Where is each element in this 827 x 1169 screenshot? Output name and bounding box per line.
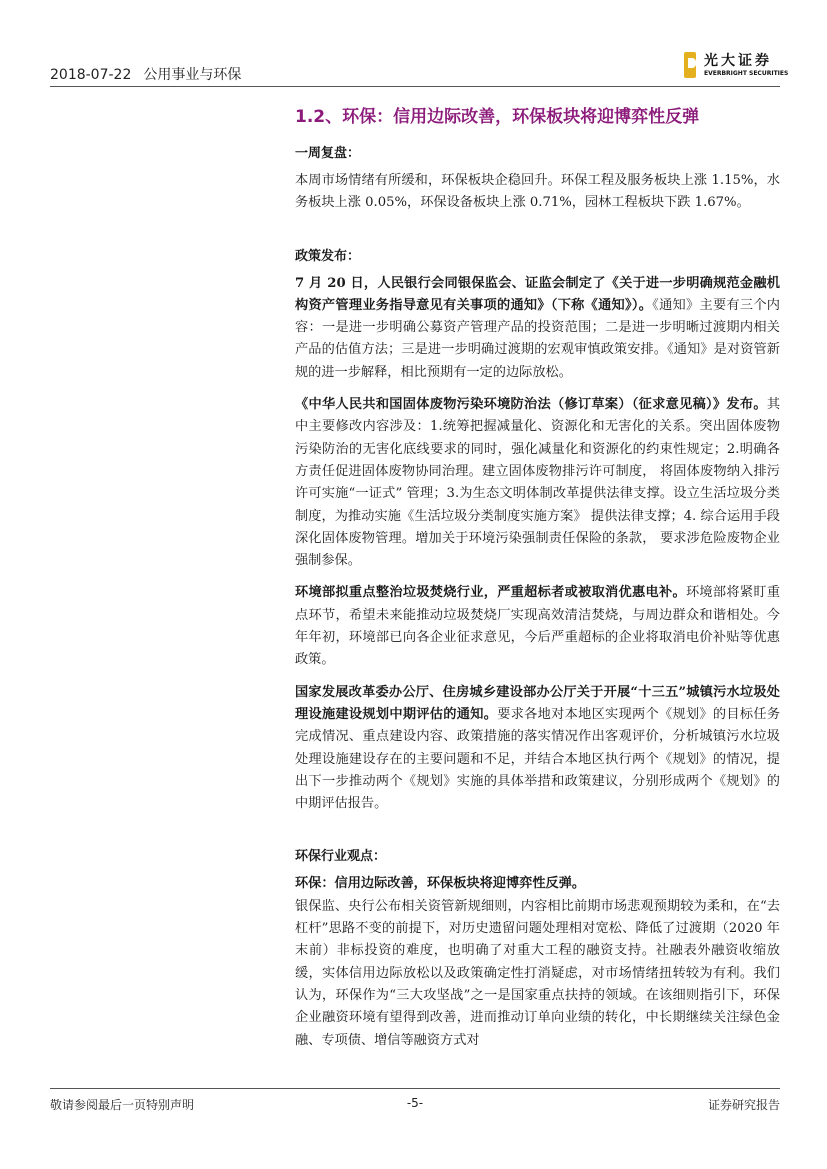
policy-p3-bold: 环境部拟重点整治垃圾焚烧行业，严重超标者或被取消优惠电补。 xyxy=(295,585,686,601)
weekly-heading: 一周复盘： xyxy=(295,146,361,161)
policy-paragraph-4 xyxy=(295,682,780,816)
policy-paragraph-2 xyxy=(295,394,780,572)
footer-disclaimer: 敬请参阅最后一页特别声明 xyxy=(50,1098,195,1112)
weekly-text: 本周市场情绪有所缓和，环保板块企稳回升。环保工程及服务板块上涨 1.15%，水务板块上涨 0.05%，环保设备板块上涨 0.71%，园林工程板块下跌 1.67%。 xyxy=(295,173,780,211)
policy-paragraph-1 xyxy=(295,273,780,384)
page-footer xyxy=(50,1096,780,1114)
policy-p1-bold: 7 月 20 日，人民银行会同银保监会、证监会制定了《关于进一步明确规范金融机构资产管理业务指导意见有关事项的通知》（下称《通知》）。 xyxy=(295,275,780,313)
view-text: 银保监、央行公布相关资管新规细则，内容相比前期市场悲观预期较为柔和，在“去杠杆”思路不变的前提下，对历史遗留问题处理相对宽松、降低了过渡期（2020 年末前）非标投资的难度，也明确了对重大工程的融资支持。社融表外融资收缩放缓，实体信用边际放松以及政策确定性打消疑虑，对市场情绪扭转较为有利。我们认为，环保作为“三大攻坚战”之一是国家重点扶持的领域。在该细则指引下，环保企业融资环境有望得到改善，进而推动订单向业绩的转化，中长期继续关注绿色金融、专项债、增信等融资方式对 xyxy=(295,898,780,1048)
view-paragraph xyxy=(295,873,780,1051)
logo-mark-icon xyxy=(684,52,696,78)
header-date: 2018-07-22 xyxy=(50,67,132,83)
policy-p2-text: 其中主要修改内容涉及：1.统筹把握减量化、资源化和无害化的关系。突出固体废物污染防治的无害化底线要求的同时，强化减量化和资源化的约束性规定；2.明确各方责任促进固体废物协同治理。建立固体废物排污许可制度， 将固体废物纳入排污许可实施“一证式” 管理；3.为生态文明体制改革提供法律支撑。设立生活垃圾分类制度，为推动实施《生活垃圾分类制度实施方案》 提供法律支撑；4. 综合运用手段深化固体废物管理。增加关于环境污染强制责任保险的条款， 要求涉危险废物企业强制参保。 xyxy=(295,397,780,569)
section-title: 1.2、环保：信用边际改善，环保板块将迎博弈性反弹 xyxy=(295,107,700,127)
view-heading: 环保行业观点： xyxy=(295,849,387,865)
header-category: 公用事业与环保 xyxy=(143,67,242,83)
policy-p4-text: 要求各地对本地区实现两个《规划》的目标任务完成情况、重点建设内容、政策措施的落实情况作出客观评价，分析城镇污水垃圾处理设施建设存在的主要问题和不足，并结合本地区执行两个《规划》的情况，提出下一步推动两个《规划》实施的具体举措和政策建议，分别形成两个《规划》的中期评估报告。 xyxy=(295,706,781,812)
main-content xyxy=(295,100,780,1052)
policy-heading: 政策发布： xyxy=(295,248,361,264)
policy-p2-bold: 《中华人民共和国固体废物污染环境防治法（修订草案）（征求意见稿）》发布。 xyxy=(295,397,767,413)
header-divider xyxy=(50,86,780,87)
header-text xyxy=(50,64,253,84)
page-number: -5- xyxy=(406,1096,424,1110)
page-header xyxy=(50,53,789,84)
logo-cn: 光大证券 xyxy=(704,53,772,69)
company-logo xyxy=(684,50,789,84)
view-bold: 环保：信用边际改善，环保板块将迎博弈性反弹。 xyxy=(295,876,586,892)
policy-paragraph-3 xyxy=(295,582,780,671)
policy-p4-bold: 国家发展改革委办公厅、住房城乡建设部办公厅关于开展“十三五”城镇污水垃圾处理设施建设规划中期评估的通知。 xyxy=(295,684,780,722)
footer-report-type: 证券研究报告 xyxy=(707,1098,780,1112)
policy-p3-text: 环境部将紧盯重点环节，希望未来能推动垃圾焚烧厂实现高效清洁焚烧，与周边群众和谐相处。今年年初，环境部已向各企业征求意见，今后严重超标的企业将取消电价补贴等优惠政策。 xyxy=(295,585,781,668)
policy-p1-text: 《通知》主要有三个内容：一是进一步明确公募资产管理产品的投资范围；二是进一步明晰过渡期内相关产品的估值方法；三是进一步明确过渡期的宏观审慎政策安排。《通知》是对资管新规的进一步解释，相比预期有一定的边际放松。 xyxy=(295,297,780,380)
logo-en: EVERBRIGHT SECURITIES xyxy=(704,70,789,77)
footer-divider xyxy=(50,1088,780,1089)
